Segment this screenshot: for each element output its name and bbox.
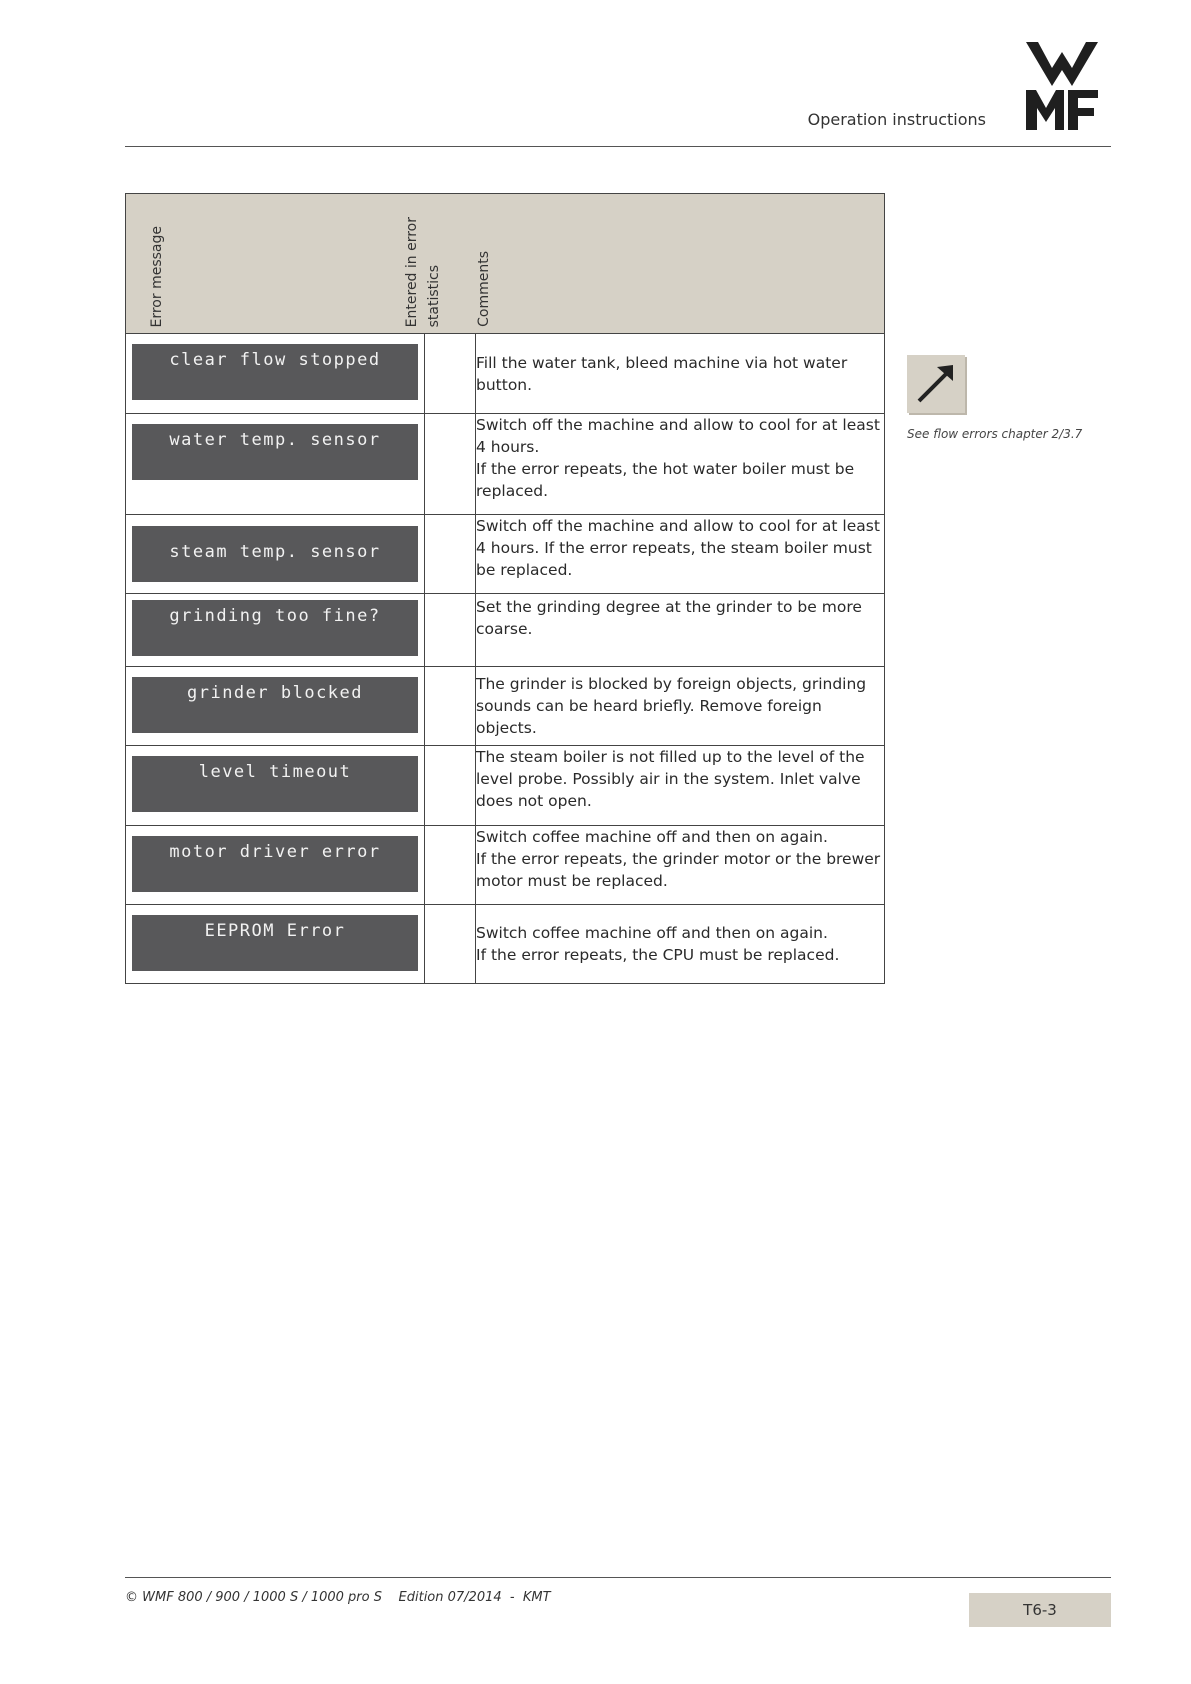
footer-divider bbox=[125, 1577, 1111, 1578]
error-table bbox=[125, 193, 885, 984]
comment-cell: The grinder is blocked by foreign objects, grinding sounds can be heard briefly. Remove foreign objects. bbox=[476, 667, 885, 746]
entered-heading-line2: statistics bbox=[425, 264, 442, 327]
stats-cell bbox=[425, 905, 476, 984]
stats-cell bbox=[425, 746, 476, 826]
table-row bbox=[126, 905, 885, 984]
wmf-logo bbox=[1024, 42, 1100, 130]
table-row bbox=[126, 594, 885, 667]
stats-cell bbox=[425, 334, 476, 414]
error-display: clear flow stopped bbox=[132, 344, 418, 400]
column-header-stats-comments bbox=[403, 194, 885, 334]
column-header-error-message bbox=[126, 194, 425, 334]
table-row bbox=[126, 746, 885, 826]
entered-heading-line1: Entered in error bbox=[403, 216, 420, 327]
table-row bbox=[126, 414, 885, 515]
error-display: water temp. sensor bbox=[132, 424, 418, 480]
error-display: motor driver error bbox=[132, 836, 418, 892]
header-divider bbox=[125, 146, 1111, 147]
comment-cell: The steam boiler is not filled up to the level of the level probe. Possibly air in the system. Inlet valve does not open. bbox=[476, 746, 885, 826]
table-row bbox=[126, 334, 885, 414]
comment-cell: Switch coffee machine off and then on again. If the error repeats, the CPU must be replaced. bbox=[476, 905, 885, 984]
header-title: Operation instructions bbox=[807, 110, 986, 129]
error-message-heading: Error message bbox=[149, 225, 165, 327]
footer-text: © WMF 800 / 900 / 1000 S / 1000 pro S Edition 07/2014 - KMT bbox=[125, 1590, 551, 1605]
error-display: level timeout bbox=[132, 756, 418, 812]
stats-cell bbox=[425, 594, 476, 667]
table-row bbox=[126, 667, 885, 746]
comments-heading: Comments bbox=[475, 251, 492, 327]
page-number: T6-3 bbox=[969, 1593, 1111, 1627]
comment-cell: Switch off the machine and allow to cool for at least 4 hours. If the error repeats, the steam boiler must be replaced. bbox=[476, 515, 885, 594]
error-display: steam temp. sensor bbox=[132, 526, 418, 582]
error-display: grinder blocked bbox=[132, 677, 418, 733]
comment-cell: Fill the water tank, bleed machine via hot water button. bbox=[476, 334, 885, 414]
comment-cell: Set the grinding degree at the grinder to be more coarse. bbox=[476, 594, 885, 667]
stats-cell bbox=[425, 414, 476, 515]
table-row bbox=[126, 515, 885, 594]
table-header-row bbox=[126, 194, 885, 334]
comment-cell: Switch coffee machine off and then on again. If the error repeats, the grinder motor or the brewer motor must be replaced. bbox=[476, 826, 885, 905]
comment-cell: Switch off the machine and allow to cool for at least 4 hours. If the error repeats, the hot water boiler must be replaced. bbox=[476, 414, 885, 515]
stats-cell bbox=[425, 667, 476, 746]
stats-cell bbox=[425, 826, 476, 905]
arrow-icon bbox=[907, 355, 965, 413]
stats-cell bbox=[425, 515, 476, 594]
error-display: EEPROM Error bbox=[132, 915, 418, 971]
table-row bbox=[126, 826, 885, 905]
side-note: See flow errors chapter 2/3.7 bbox=[907, 427, 1083, 441]
error-display: grinding too fine? bbox=[132, 600, 418, 656]
